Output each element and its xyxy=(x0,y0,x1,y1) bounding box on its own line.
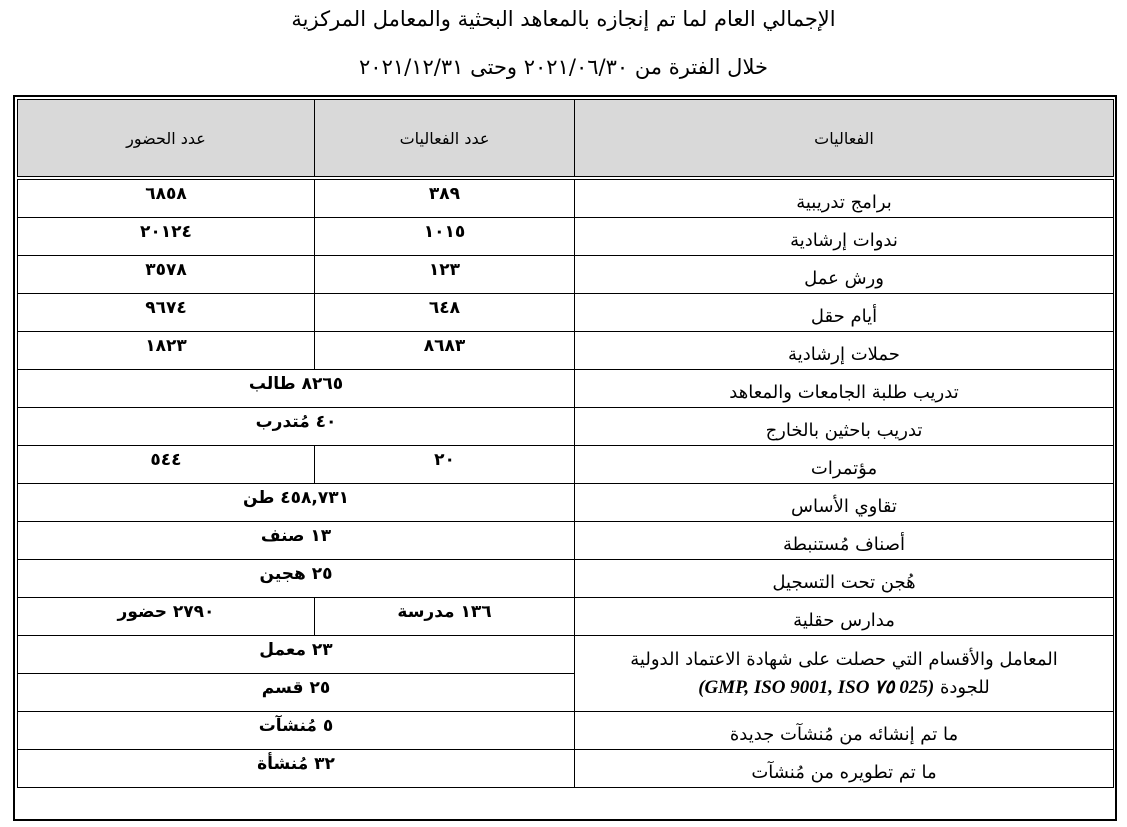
new-varieties-value: ١٣ صنف xyxy=(18,522,575,560)
accreditation-standards: (GMP, ISO 9001, ISO ٧٥ 025) xyxy=(698,676,935,698)
activity-label: تقاوي الأساس xyxy=(575,484,1114,522)
column-header-attendance: عدد الحضور xyxy=(18,100,315,179)
activity-label: أيام حقل xyxy=(575,294,1114,332)
table-row-conferences xyxy=(18,446,1114,484)
table-row-accreditation-labs xyxy=(18,636,1114,674)
researcher-training-value: ٤٠ مُتدرب xyxy=(18,408,575,446)
document-title: الإجمالي العام لما تم إنجازه بالمعاهد البحثية والمعامل المركزية xyxy=(291,7,836,31)
activity-label: حملات إرشادية xyxy=(575,332,1114,370)
table-header-row xyxy=(18,100,1114,179)
attendance-count: ٢٧٩٠ حضور xyxy=(18,598,315,636)
seed-stock-value: ٤٥٨,٧٣١ طن xyxy=(18,484,575,522)
activity-label: تدريب طلبة الجامعات والمعاهد xyxy=(575,370,1114,408)
new-facilities-value: ٥ مُنشآت xyxy=(18,712,575,750)
event-count: ١٢٣ xyxy=(315,256,575,294)
accredited-departments-value: ٢٥ قسم xyxy=(18,674,575,712)
table-row xyxy=(18,332,1114,370)
activity-label: ما تم إنشائه من مُنشآت جديدة xyxy=(575,712,1114,750)
column-header-event-count: عدد الفعاليات xyxy=(315,100,575,179)
table-row-seed-stock xyxy=(18,484,1114,522)
table-row-field-schools xyxy=(18,598,1114,636)
event-count: ٣٨٩ xyxy=(315,178,575,218)
event-count: ٢٠ xyxy=(315,446,575,484)
attendance-count: ٢٠١٢٤ xyxy=(18,218,315,256)
table-row-developed-facilities xyxy=(18,750,1114,788)
table-row xyxy=(18,218,1114,256)
developed-facilities-value: ٣٢ مُنشأة xyxy=(18,750,575,788)
event-count: ٨٦٨٣ xyxy=(315,332,575,370)
accreditation-label-line1: المعامل والأقسام التي حصلت على شهادة الاعتماد الدولية xyxy=(630,648,1058,670)
table-row xyxy=(18,294,1114,332)
activity-label: تدريب باحثين بالخارج xyxy=(575,408,1114,446)
attendance-count: ١٨٢٣ xyxy=(18,332,315,370)
achievements-table xyxy=(17,99,1114,788)
accreditation-label xyxy=(575,636,1114,712)
attendance-count: ٥٤٤ xyxy=(18,446,315,484)
activity-label: ما تم تطويره من مُنشآت xyxy=(575,750,1114,788)
activity-label: مؤتمرات xyxy=(575,446,1114,484)
event-count: ١٣٦ مدرسة xyxy=(315,598,575,636)
hybrids-value: ٢٥ هجين xyxy=(18,560,575,598)
column-header-activities: الفعاليات xyxy=(575,100,1114,179)
table-row xyxy=(18,256,1114,294)
accredited-labs-value: ٢٣ معمل xyxy=(18,636,575,674)
activity-label: أصناف مُستنبطة xyxy=(575,522,1114,560)
activity-label: برامج تدريبية xyxy=(575,178,1114,218)
attendance-count: ٦٨٥٨ xyxy=(18,178,315,218)
table-row-new-facilities xyxy=(18,712,1114,750)
activity-label: ورش عمل xyxy=(575,256,1114,294)
attendance-count: ٩٦٧٤ xyxy=(18,294,315,332)
activity-label: هُجن تحت التسجيل xyxy=(575,560,1114,598)
accreditation-label-line2: للجودة xyxy=(939,676,990,698)
activity-label: ندوات إرشادية xyxy=(575,218,1114,256)
table-row-new-varieties xyxy=(18,522,1114,560)
table-row-student-training xyxy=(18,370,1114,408)
table-row-hybrids xyxy=(18,560,1114,598)
activity-label: مدارس حقلية xyxy=(575,598,1114,636)
student-training-value: ٨٢٦٥ طالب xyxy=(18,370,575,408)
attendance-count: ٣٥٧٨ xyxy=(18,256,315,294)
document-period: خلال الفترة من ٢٠٢١/٠٦/٣٠ وحتى ٢٠٢١/١٢/٣١ xyxy=(359,55,768,79)
event-count: ١٠١٥ xyxy=(315,218,575,256)
table-row-researcher-training xyxy=(18,408,1114,446)
table-row xyxy=(18,178,1114,218)
event-count: ٦٤٨ xyxy=(315,294,575,332)
